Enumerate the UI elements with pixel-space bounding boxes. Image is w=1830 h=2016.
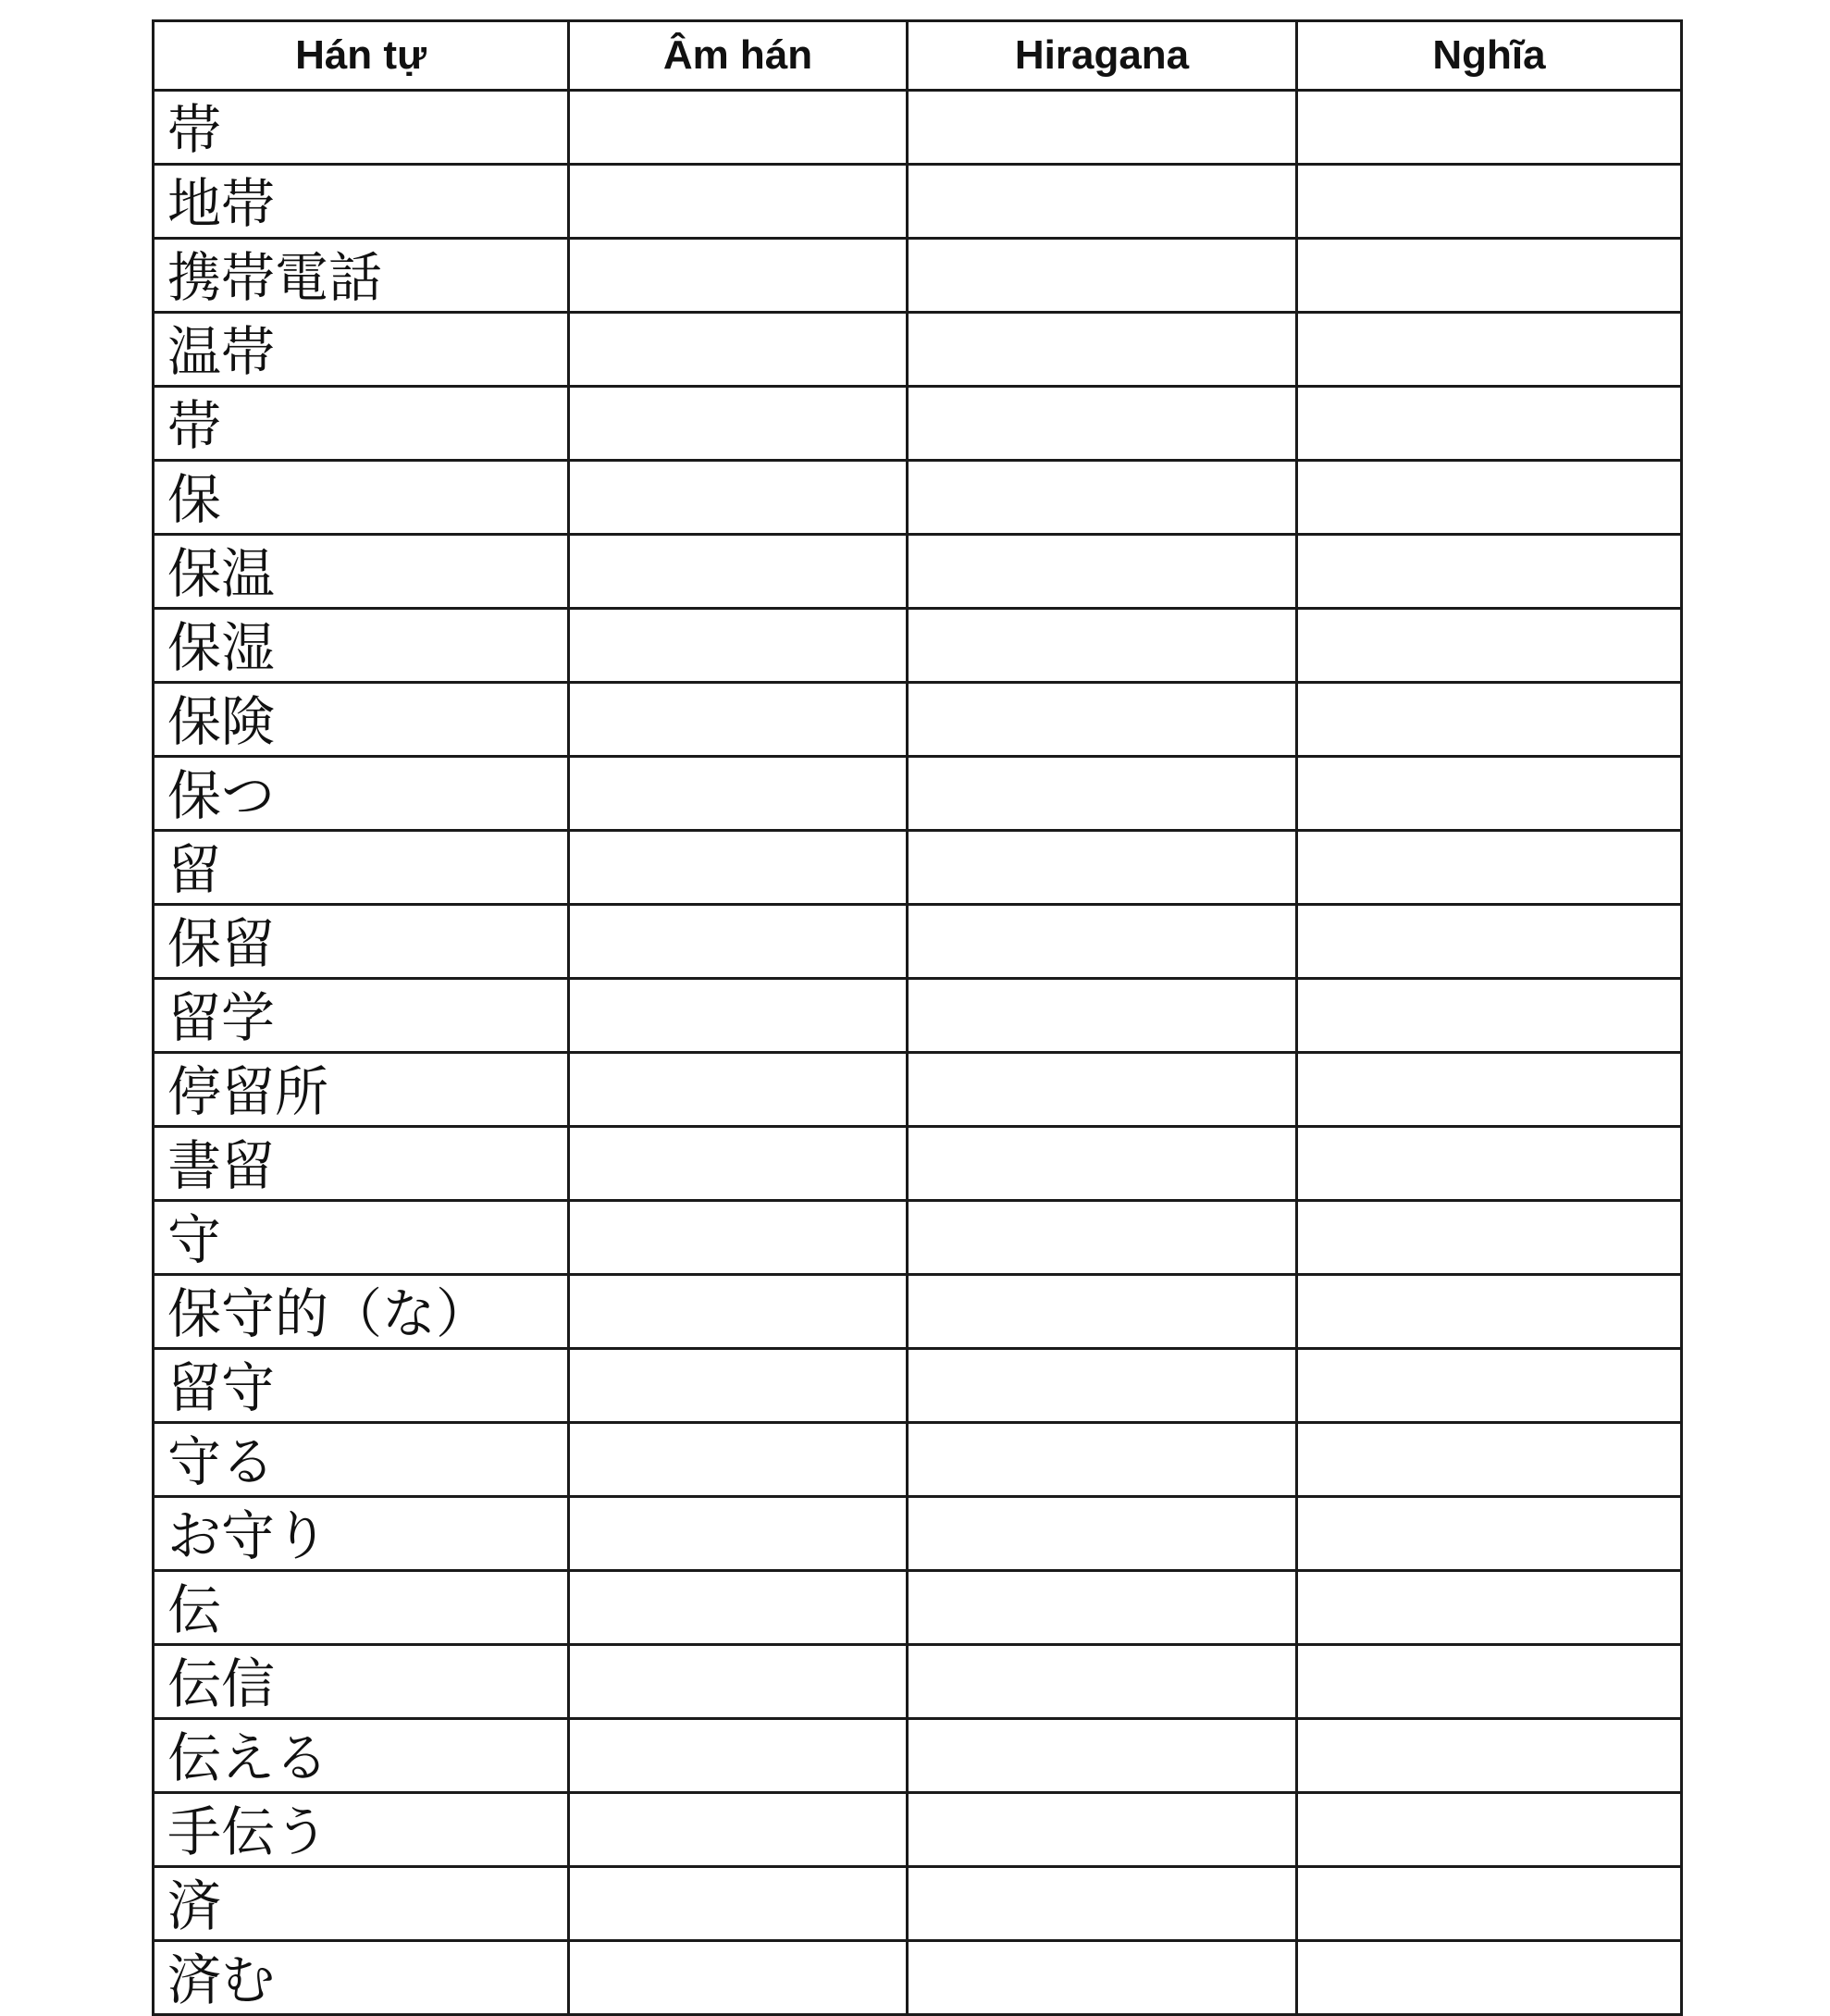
hiragana-text xyxy=(909,1493,1295,1495)
am-han-cell[interactable] xyxy=(569,831,908,905)
kanji-text: 済 xyxy=(167,1874,222,1937)
table-row xyxy=(154,1497,1682,1571)
hiragana-text xyxy=(909,531,1295,533)
nghia-cell[interactable] xyxy=(1297,1423,1682,1497)
am-han-text xyxy=(570,605,906,607)
hiragana-cell[interactable] xyxy=(908,313,1297,387)
header-row xyxy=(154,21,1682,91)
vocabulary-worksheet xyxy=(152,19,1680,2016)
header-hiragana: Hiragana xyxy=(908,21,1297,91)
kanji-cell xyxy=(154,91,569,165)
nghia-cell[interactable] xyxy=(1297,609,1682,683)
nghia-text xyxy=(1298,605,1680,607)
am-han-cell[interactable] xyxy=(569,1719,908,1793)
nghia-cell[interactable] xyxy=(1297,1053,1682,1127)
nghia-cell[interactable] xyxy=(1297,979,1682,1053)
kanji-cell xyxy=(154,683,569,757)
kanji-cell xyxy=(154,1349,569,1423)
hiragana-text xyxy=(909,309,1295,311)
am-han-cell[interactable] xyxy=(569,1941,908,2015)
table-row xyxy=(154,1571,1682,1645)
hiragana-cell[interactable] xyxy=(908,91,1297,165)
hiragana-cell[interactable] xyxy=(908,609,1297,683)
am-han-cell[interactable] xyxy=(569,91,908,165)
hiragana-cell[interactable] xyxy=(908,1201,1297,1275)
nghia-cell[interactable] xyxy=(1297,831,1682,905)
header-am-han: Âm hán xyxy=(569,21,908,91)
hiragana-cell[interactable] xyxy=(908,683,1297,757)
table-row xyxy=(154,1793,1682,1867)
kanji-text: 帯 xyxy=(167,98,222,161)
header-nghia: Nghĩa xyxy=(1297,21,1682,91)
am-han-text xyxy=(570,1937,906,1939)
kanji-cell xyxy=(154,313,569,387)
am-han-cell[interactable] xyxy=(569,1275,908,1349)
am-han-cell[interactable] xyxy=(569,1867,908,1941)
nghia-text xyxy=(1298,1197,1680,1199)
nghia-cell[interactable] xyxy=(1297,1793,1682,1867)
kanji-text: 伝信 xyxy=(167,1652,276,1715)
hiragana-cell[interactable] xyxy=(908,1127,1297,1201)
hiragana-cell[interactable] xyxy=(908,1053,1297,1127)
nghia-text xyxy=(1298,1789,1680,1791)
hiragana-cell[interactable] xyxy=(908,1645,1297,1719)
hiragana-text xyxy=(909,1271,1295,1273)
hiragana-cell[interactable] xyxy=(908,461,1297,535)
nghia-text xyxy=(1298,309,1680,311)
nghia-text xyxy=(1298,679,1680,681)
nghia-text xyxy=(1298,1937,1680,1939)
hiragana-cell[interactable] xyxy=(908,165,1297,239)
kanji-cell xyxy=(154,387,569,461)
table-row xyxy=(154,831,1682,905)
nghia-text xyxy=(1298,1863,1680,1865)
am-han-text xyxy=(570,1123,906,1125)
am-han-cell[interactable] xyxy=(569,757,908,831)
nghia-cell[interactable] xyxy=(1297,1941,1682,2015)
kanji-cell xyxy=(154,757,569,831)
kanji-text: 地帯 xyxy=(167,172,276,235)
kanji-cell xyxy=(154,1571,569,1645)
hiragana-cell[interactable] xyxy=(908,387,1297,461)
nghia-cell[interactable] xyxy=(1297,387,1682,461)
am-han-text xyxy=(570,1641,906,1643)
table-row xyxy=(154,461,1682,535)
am-han-text xyxy=(570,1419,906,1421)
nghia-text xyxy=(1298,753,1680,755)
hiragana-text xyxy=(909,1937,1295,1939)
kanji-text: 停留所 xyxy=(167,1060,329,1123)
am-han-cell[interactable] xyxy=(569,979,908,1053)
kanji-cell xyxy=(154,979,569,1053)
am-han-cell[interactable] xyxy=(569,683,908,757)
am-han-cell[interactable] xyxy=(569,1497,908,1571)
am-han-cell[interactable] xyxy=(569,239,908,313)
hiragana-cell[interactable] xyxy=(908,757,1297,831)
hiragana-cell[interactable] xyxy=(908,1941,1297,2015)
hiragana-text xyxy=(909,1641,1295,1643)
kanji-text: 帯 xyxy=(167,394,222,457)
nghia-text xyxy=(1298,1641,1680,1643)
nghia-text xyxy=(1298,1419,1680,1421)
kanji-text: 留守 xyxy=(167,1356,276,1419)
table-row xyxy=(154,1349,1682,1423)
table-row xyxy=(154,1645,1682,1719)
kanji-cell xyxy=(154,1867,569,1941)
hiragana-text xyxy=(909,1123,1295,1125)
nghia-cell[interactable] xyxy=(1297,239,1682,313)
hiragana-text xyxy=(909,901,1295,903)
table-row xyxy=(154,313,1682,387)
am-han-cell[interactable] xyxy=(569,1201,908,1275)
table-row xyxy=(154,905,1682,979)
am-han-text xyxy=(570,901,906,903)
nghia-cell[interactable] xyxy=(1297,905,1682,979)
am-han-text xyxy=(570,679,906,681)
am-han-text xyxy=(570,1345,906,1347)
kanji-cell xyxy=(154,461,569,535)
table-row xyxy=(154,239,1682,313)
kanji-cell xyxy=(154,1941,569,2015)
hiragana-text xyxy=(909,679,1295,681)
nghia-text xyxy=(1298,1049,1680,1051)
kanji-text: 携帯電話 xyxy=(167,246,383,309)
hiragana-text xyxy=(909,383,1295,385)
kanji-text: 伝える xyxy=(167,1726,329,1789)
nghia-text xyxy=(1298,1493,1680,1495)
kanji-cell xyxy=(154,165,569,239)
hiragana-text xyxy=(909,1197,1295,1199)
table-row xyxy=(154,535,1682,609)
nghia-text xyxy=(1298,1123,1680,1125)
nghia-cell[interactable] xyxy=(1297,1275,1682,1349)
am-han-text xyxy=(570,1789,906,1791)
table-row xyxy=(154,683,1682,757)
header-han-tu: Hán tự xyxy=(154,21,569,91)
table-row xyxy=(154,609,1682,683)
table-body xyxy=(154,91,1682,2015)
hiragana-text xyxy=(909,1567,1295,1569)
table-row xyxy=(154,1423,1682,1497)
am-han-cell[interactable] xyxy=(569,1423,908,1497)
kanji-text: 温帯 xyxy=(167,320,276,383)
kanji-text: 保守的（な） xyxy=(167,1282,490,1345)
hiragana-cell[interactable] xyxy=(908,1497,1297,1571)
hiragana-cell[interactable] xyxy=(908,1571,1297,1645)
am-han-cell[interactable] xyxy=(569,1793,908,1867)
hiragana-cell[interactable] xyxy=(908,239,1297,313)
nghia-text xyxy=(1298,457,1680,459)
hiragana-text xyxy=(909,161,1295,163)
kanji-text: 書留 xyxy=(167,1134,276,1197)
am-han-cell[interactable] xyxy=(569,609,908,683)
kanji-cell xyxy=(154,1127,569,1201)
kanji-cell xyxy=(154,1053,569,1127)
am-han-cell[interactable] xyxy=(569,165,908,239)
hiragana-cell[interactable] xyxy=(908,1793,1297,1867)
am-han-text xyxy=(570,1493,906,1495)
nghia-text xyxy=(1298,161,1680,163)
am-han-text xyxy=(570,1049,906,1051)
kanji-text: 保険 xyxy=(167,690,276,753)
am-han-cell[interactable] xyxy=(569,1571,908,1645)
table-row xyxy=(154,1127,1682,1201)
hiragana-text xyxy=(909,827,1295,829)
hiragana-text xyxy=(909,1345,1295,1347)
kanji-cell xyxy=(154,1793,569,1867)
table-row xyxy=(154,1719,1682,1793)
table-row xyxy=(154,1201,1682,1275)
am-han-text xyxy=(570,1715,906,1717)
kanji-text: 守 xyxy=(167,1208,222,1271)
nghia-text xyxy=(1298,1345,1680,1347)
am-han-text xyxy=(570,161,906,163)
nghia-text xyxy=(1298,1715,1680,1717)
am-han-text xyxy=(570,457,906,459)
hiragana-cell[interactable] xyxy=(908,535,1297,609)
hiragana-text xyxy=(909,753,1295,755)
kanji-text: 手伝う xyxy=(167,1800,329,1863)
nghia-text xyxy=(1298,827,1680,829)
hiragana-text xyxy=(909,975,1295,977)
table-row xyxy=(154,979,1682,1053)
hiragana-cell[interactable] xyxy=(908,831,1297,905)
nghia-cell[interactable] xyxy=(1297,1497,1682,1571)
table-row xyxy=(154,1053,1682,1127)
kanji-cell xyxy=(154,1201,569,1275)
am-han-text xyxy=(570,975,906,977)
nghia-cell[interactable] xyxy=(1297,1127,1682,1201)
hiragana-text xyxy=(909,2011,1295,2013)
kanji-cell xyxy=(154,609,569,683)
kanji-text: 保温 xyxy=(167,542,276,605)
am-han-text xyxy=(570,753,906,755)
nghia-text xyxy=(1298,1271,1680,1273)
am-han-cell[interactable] xyxy=(569,1645,908,1719)
nghia-cell[interactable] xyxy=(1297,757,1682,831)
kanji-cell xyxy=(154,1275,569,1349)
am-han-text xyxy=(570,2011,906,2013)
kanji-text: 保湿 xyxy=(167,616,276,679)
hiragana-cell[interactable] xyxy=(908,1423,1297,1497)
nghia-cell[interactable] xyxy=(1297,1201,1682,1275)
hiragana-cell[interactable] xyxy=(908,905,1297,979)
hiragana-cell[interactable] xyxy=(908,1349,1297,1423)
nghia-text xyxy=(1298,901,1680,903)
nghia-cell[interactable] xyxy=(1297,1349,1682,1423)
hiragana-cell[interactable] xyxy=(908,1719,1297,1793)
nghia-text xyxy=(1298,1567,1680,1569)
hiragana-cell[interactable] xyxy=(908,1275,1297,1349)
am-han-cell[interactable] xyxy=(569,1053,908,1127)
hiragana-text xyxy=(909,1715,1295,1717)
am-han-cell[interactable] xyxy=(569,1349,908,1423)
kanji-text: 守る xyxy=(167,1430,276,1493)
am-han-text xyxy=(570,309,906,311)
am-han-text xyxy=(570,1863,906,1865)
nghia-text xyxy=(1298,531,1680,533)
nghia-text xyxy=(1298,383,1680,385)
kanji-cell xyxy=(154,1645,569,1719)
kanji-cell xyxy=(154,1719,569,1793)
nghia-cell[interactable] xyxy=(1297,165,1682,239)
vocabulary-table xyxy=(152,19,1683,2016)
am-han-cell[interactable] xyxy=(569,535,908,609)
kanji-cell xyxy=(154,831,569,905)
am-han-text xyxy=(570,1271,906,1273)
nghia-cell[interactable] xyxy=(1297,1719,1682,1793)
kanji-text: 伝 xyxy=(167,1578,222,1641)
table-row xyxy=(154,757,1682,831)
kanji-text: 済む xyxy=(167,1948,276,2011)
am-han-cell[interactable] xyxy=(569,313,908,387)
kanji-cell xyxy=(154,535,569,609)
hiragana-text xyxy=(909,1789,1295,1791)
kanji-text: 保つ xyxy=(167,764,276,827)
table-row xyxy=(154,387,1682,461)
nghia-text xyxy=(1298,2011,1680,2013)
table-row xyxy=(154,1275,1682,1349)
hiragana-text xyxy=(909,1863,1295,1865)
table-row xyxy=(154,1941,1682,2015)
nghia-cell[interactable] xyxy=(1297,683,1682,757)
hiragana-text xyxy=(909,1049,1295,1051)
hiragana-cell[interactable] xyxy=(908,979,1297,1053)
kanji-text: お守り xyxy=(167,1504,329,1567)
hiragana-text xyxy=(909,235,1295,237)
am-han-text xyxy=(570,383,906,385)
am-han-text xyxy=(570,235,906,237)
kanji-cell xyxy=(154,905,569,979)
am-han-text xyxy=(570,1567,906,1569)
table-row xyxy=(154,1867,1682,1941)
kanji-cell xyxy=(154,239,569,313)
kanji-text: 保 xyxy=(167,468,222,531)
table-row xyxy=(154,165,1682,239)
am-han-text xyxy=(570,1197,906,1199)
kanji-text: 保留 xyxy=(167,912,276,975)
kanji-cell xyxy=(154,1497,569,1571)
nghia-cell[interactable] xyxy=(1297,1867,1682,1941)
hiragana-text xyxy=(909,457,1295,459)
am-han-text xyxy=(570,827,906,829)
kanji-cell xyxy=(154,1423,569,1497)
nghia-cell[interactable] xyxy=(1297,461,1682,535)
nghia-cell[interactable] xyxy=(1297,535,1682,609)
am-han-cell[interactable] xyxy=(569,387,908,461)
nghia-cell[interactable] xyxy=(1297,1571,1682,1645)
kanji-text: 留 xyxy=(167,838,222,901)
am-han-cell[interactable] xyxy=(569,905,908,979)
am-han-text xyxy=(570,531,906,533)
hiragana-cell[interactable] xyxy=(908,1867,1297,1941)
hiragana-text xyxy=(909,605,1295,607)
nghia-cell[interactable] xyxy=(1297,313,1682,387)
am-han-cell[interactable] xyxy=(569,1127,908,1201)
nghia-text xyxy=(1298,235,1680,237)
nghia-cell[interactable] xyxy=(1297,1645,1682,1719)
nghia-cell[interactable] xyxy=(1297,91,1682,165)
am-han-cell[interactable] xyxy=(569,461,908,535)
nghia-text xyxy=(1298,975,1680,977)
hiragana-text xyxy=(909,1419,1295,1421)
table-row xyxy=(154,91,1682,165)
kanji-text: 留学 xyxy=(167,986,276,1049)
